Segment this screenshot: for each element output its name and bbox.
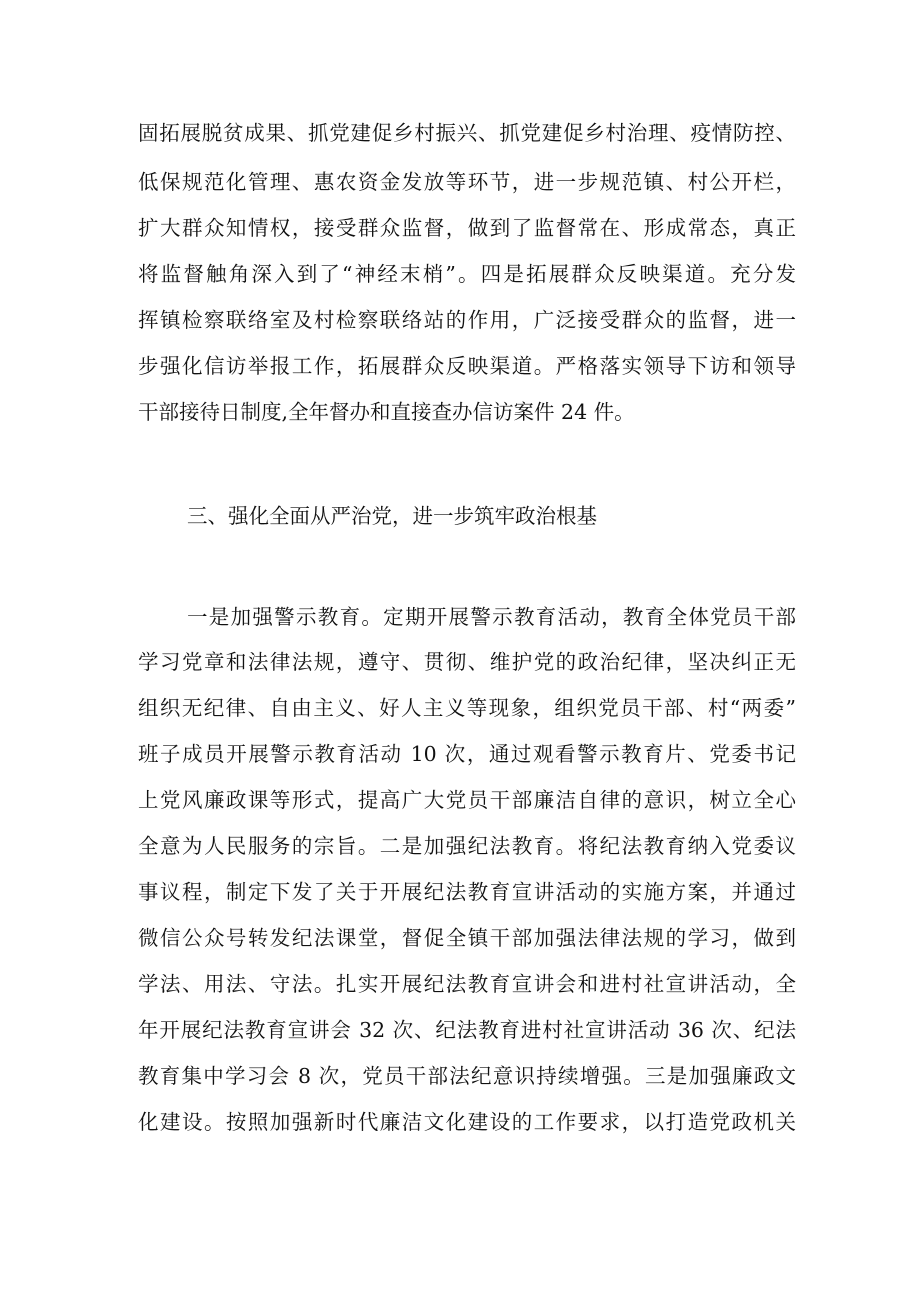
section-heading: 三、强化全面从严治党，进一步筑牢政治根基 [187,504,597,528]
text-line: 全意为人民服务的宗旨。二是加强纪法教育。将纪法教育纳入党委议 [138,834,796,858]
text-line: 学习党章和法律法规，遵守、贯彻、维护党的政治纪律，坚决纠正无 [138,650,796,674]
text-line: 年开展纪法教育宣讲会 32 次、纪法教育进村社宣讲活动 36 次、纪法 [138,1018,796,1042]
text-line: 低保规范化管理、惠农资金发放等环节，进一步规范镇、村公开栏， [138,170,796,194]
text-line: 固拓展脱贫成果、抓党建促乡村振兴、抓党建促乡村治理、疫情防控、 [138,121,796,145]
text-line-indented: 一是加强警示教育。定期开展警示教育活动，教育全体党员干部 [187,605,796,629]
text-line: 微信公众号转发纪法课堂，督促全镇干部加强法律法规的学习，做到 [138,926,796,950]
text-line: 上党风廉政课等形式，提高广大党员干部廉洁自律的意识，树立全心 [138,788,796,812]
text-line: 班子成员开展警示教育活动 10 次，通过观看警示教育片、党委书记 [138,742,796,766]
text-line: 干部接待日制度,全年督办和直接查办信访案件 24 件。 [138,400,635,424]
text-line: 事议程，制定下发了关于开展纪法教育宣讲活动的实施方案，并通过 [138,880,796,904]
text-line: 将监督触角深入到了“神经末梢”。四是拓展群众反映渠道。充分发 [138,262,796,286]
text-line: 挥镇检察联络室及村检察联络站的作用，广泛接受群众的监督，进一 [138,308,796,332]
text-line: 化建设。按照加强新时代廉洁文化建设的工作要求，以打造党政机关 [138,1110,796,1134]
text-line: 扩大群众知情权，接受群众监督，做到了监督常在、形成常态，真正 [138,216,796,240]
text-line: 步强化信访举报工作，拓展群众反映渠道。严格落实领导下访和领导 [138,354,796,378]
text-line: 教育集中学习会 8 次，党员干部法纪意识持续增强。三是加强廉政文 [138,1064,796,1088]
text-line: 组织无纪律、自由主义、好人主义等现象，组织党员干部、村“两委” [138,696,796,720]
text-line: 学法、用法、守法。扎实开展纪法教育宣讲会和进村社宣讲活动，全 [138,972,796,996]
